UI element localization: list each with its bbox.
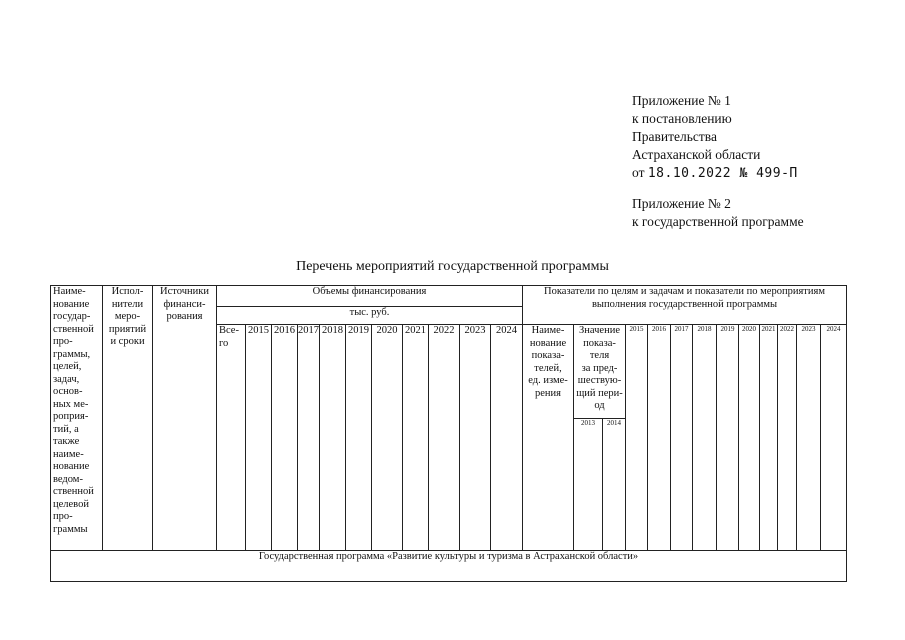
- indicator-year-header: 2017: [671, 325, 693, 551]
- appendix-2: Приложение № 2: [632, 196, 731, 211]
- year-header: 2023: [460, 325, 491, 551]
- indicator-year-header: 2023: [797, 325, 821, 551]
- indicator-year-header: 2024: [821, 325, 847, 551]
- region: Астраханской области: [632, 147, 761, 162]
- indicator-year-header: 2020: [739, 325, 760, 551]
- year-header: 2015: [246, 325, 272, 551]
- indicators-header: Показатели по целям и задачам и показатели по мероприятиям выполнения государственной программы: [523, 286, 847, 325]
- indicator-year-header: 2019: [717, 325, 739, 551]
- to-resolution: к постановлению: [632, 111, 732, 126]
- year-header: 2024: [491, 325, 523, 551]
- activities-table: [50, 285, 847, 582]
- indicator-year-header: 2015: [626, 325, 648, 551]
- col-sources-header: Источники финанси- рования: [153, 286, 217, 551]
- date-prefix: от: [632, 165, 645, 180]
- total-header: Все- го: [217, 325, 246, 551]
- appendix-1: Приложение № 1: [632, 93, 731, 108]
- indicator-year-header: 2021: [760, 325, 778, 551]
- year-header: 2019: [346, 325, 372, 551]
- indicator-year-header: 2018: [693, 325, 717, 551]
- year-header: 2018: [320, 325, 346, 551]
- year-header: 2017: [298, 325, 320, 551]
- year-header: 2022: [429, 325, 460, 551]
- indicator-year-header: 2016: [648, 325, 671, 551]
- document-title: Перечень мероприятий государственной программы: [296, 259, 609, 274]
- col-executors-header: Испол- нители меро- приятий и сроки: [103, 286, 153, 551]
- funding-units: тыс. руб.: [217, 307, 523, 325]
- date-number: 18.10.2022 № 499-П: [647, 166, 798, 181]
- prev-year-header: 2014: [603, 419, 626, 551]
- date-line: [632, 164, 804, 183]
- col-name-header: Наиме- нование государ- ственной про- граммы, целей, задач, основ- ных ме- роприя- тий, а также наиме- нование ведом- ственной целевой про- граммы: [51, 286, 103, 551]
- program-row: Государственная программа «Развитие культуры и туризма в Астраханской области»: [51, 551, 847, 582]
- year-header: 2020: [372, 325, 403, 551]
- to-program: к государственной программе: [632, 214, 804, 229]
- year-header: 2016: [272, 325, 298, 551]
- prev-year-header: 2013: [574, 419, 603, 551]
- header-block: [632, 92, 804, 231]
- indicator-value-header: Значение показа- теля за пред- шествую- щий пери- од: [574, 325, 626, 419]
- funding-header: Объемы финансирования: [217, 286, 523, 307]
- indicator-name-header: Наиме- нование показа- телей, ед. изме- рения: [523, 325, 574, 551]
- government: Правительства: [632, 129, 717, 144]
- year-header: 2021: [403, 325, 429, 551]
- indicator-year-header: 2022: [778, 325, 797, 551]
